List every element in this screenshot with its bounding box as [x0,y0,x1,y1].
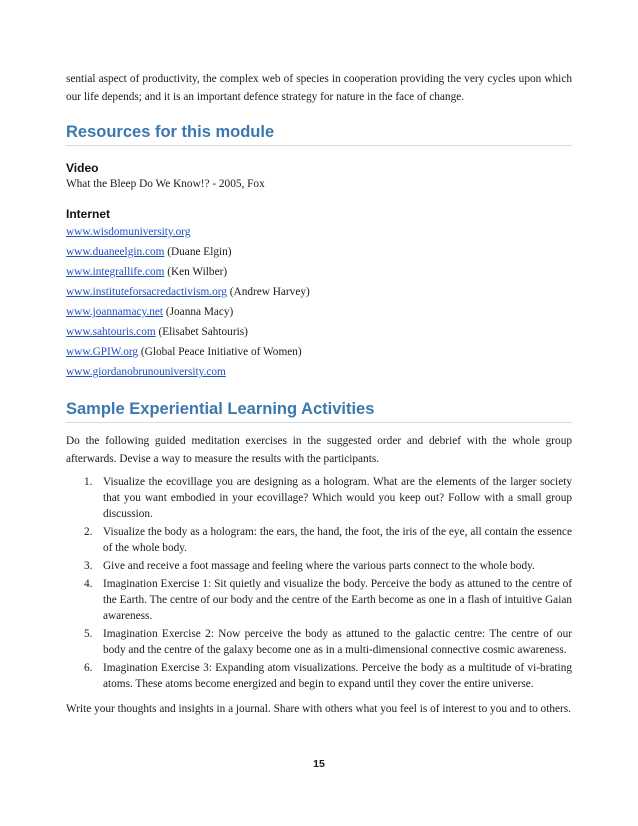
link-duaneelgin[interactable]: www.duaneelgin.com [66,246,165,258]
link-joannamacy[interactable]: www.joannamacy.net [66,306,164,318]
links-list [66,222,572,382]
activities-list [66,474,572,692]
link-item: www.sahtouris.com (Elisabet Sahtouris) [66,326,248,338]
link-item: www.joannamacy.net (Joanna Macy) [66,306,234,318]
document-page [66,70,572,718]
link-item: www.duaneelgin.com (Duane Elgin) [66,246,232,258]
list-item: 5. Imagination Exercise 2: Now perceive the body as attuned to the galactic centre: The centre of our body and the centre of the galaxy become one as in a multi-dimensional connective cosmic awareness. [84,627,572,657]
list-item: 4. Imagination Exercise 1: Sit quietly and visualize the body. Perceive the body as attuned to the centre of the Earth. The centre of our body and the centre of the Earth become as one in a flash of intuitive Gaian awareness. [84,577,572,623]
list-item: 1. Visualize the ecovillage you are designing as a hologram. What are the elements of the larger society that you want embodied in your ecovillage? Which would you keep out? Follow with a small group discussion. [84,476,572,521]
link-gpiw[interactable]: www.GPIW.org [66,346,139,358]
activities-heading: Sample Experiential Learning Activities [66,400,572,423]
resources-heading: Resources for this module [66,123,572,146]
link-item [66,362,572,382]
link-item: www.instituteforsacredactivism.org (Andrew Harvey) [66,286,310,298]
video-item: What the Bleep Do We Know!? - 2005, Fox [66,178,265,190]
link-integrallife[interactable]: www.integrallife.com [66,266,165,278]
internet-label: Internet [66,207,111,221]
list-item: 2. Visualize the body as a hologram: the ears, the hand, the foot, the iris of the eye, all contain the essence of the whole body. [84,526,572,555]
link-sacredactivism[interactable]: www.instituteforsacredactivism.org [66,286,227,298]
closing-paragraph: Write your thoughts and insights in a journal. Share with others what you feel is of interest to you and to others. [66,702,571,715]
video-label: Video [66,161,99,175]
link-giordanobruno[interactable]: www.giordanobrunouniversity.com [66,366,226,378]
link-wisdomuniversity[interactable]: www.wisdomuniversity.org [66,226,191,238]
activities-intro: Do the following guided meditation exercises in the suggested order and debrief with the whole group afterwards. Devise a way to measure the results with the participants. [66,435,572,465]
list-item: 6. Imagination Exercise 3: Expanding atom visualizations. Perceive the body as a multitude of vi-brating atoms. These atoms become energized and begin to expand until they cover the entire universe. [84,661,572,690]
link-item: www.GPIW.org (Global Peace Initiative of Women) [66,346,302,358]
intro-paragraph: sential aspect of productivity, the complex web of species in cooperation providing the very cycles upon which our life depends; and it is an important defence strategy for nature in the face of change. [66,73,572,103]
link-item: www.integrallife.com (Ken Wilber) [66,266,228,278]
link-item [66,222,572,242]
link-sahtouris[interactable]: www.sahtouris.com [66,326,156,338]
list-item: 3. Give and receive a foot massage and feeling where the various parts connect to the whole body. [84,560,535,573]
page-number: 15 [313,758,325,770]
